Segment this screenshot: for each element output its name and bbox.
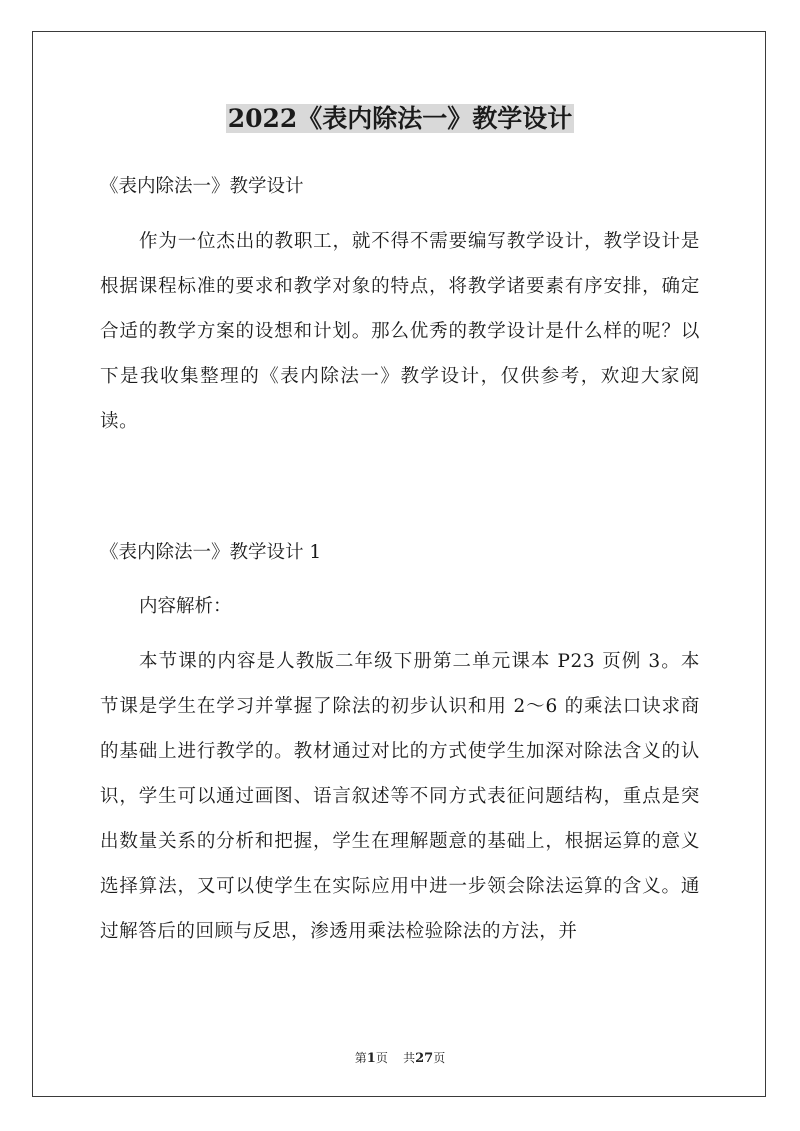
footer-total-prefix: 共 — [403, 1051, 416, 1065]
document-subtitle: 《表内除法一》教学设计 — [100, 176, 304, 197]
intro-paragraph: 作为一位杰出的教职工，就不得不需要编写教学设计，教学设计是根据课程标准的要求和教学对象的特点，将教学诸要素有序安排，确定合适的教学方案的设想和计划。那么优秀的教学设计是什么样的呢？以下是我收集整理的《表内除法一》教学设计，仅供参考，欢迎大家阅读。 — [100, 231, 700, 432]
section-heading: 《表内除法一》教学设计 1 — [100, 542, 322, 563]
page-footer — [0, 1049, 800, 1066]
content-label: 内容解析： — [139, 596, 232, 617]
footer-total-pages: 27 — [415, 1051, 434, 1066]
footer-page-number: 1 — [366, 1051, 376, 1066]
body-paragraph: 本节课的内容是人教版二年级下册第二单元课本 P23 页例 3。本节课是学生在学习并掌握了除法的初步认识和用 2～6 的乘法口诀求商的基础上进行教学的。教材通过对比的方式使学生加深对除法含义的认识，学生可以通过画图、语言叙述等不同方式表征问题结构，重点是突出数量关系的分析和把握，学生在理解题意的基础上，根据运算的意义选择算法，又可以使学生在实际应用中进一步领会除法运算的含义。通过解答后的回顾与反思，渗透用乘法检验除法的方法，并 — [100, 651, 700, 942]
footer-page-suffix: 页 — [375, 1051, 388, 1065]
footer-page-prefix: 第 — [354, 1051, 367, 1065]
document-title-text: 2022《表内除法一》教学设计 — [227, 104, 573, 133]
document-title — [0, 100, 800, 138]
footer-total-suffix: 页 — [433, 1051, 446, 1065]
